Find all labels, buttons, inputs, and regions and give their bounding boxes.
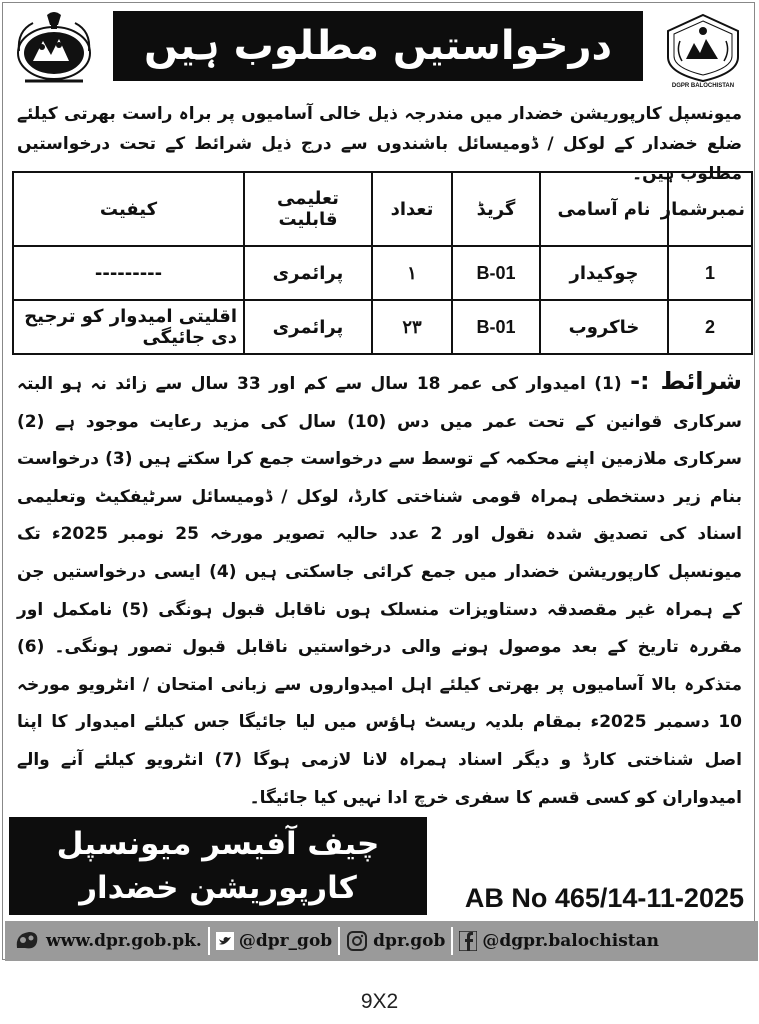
header-count: تعداد (372, 172, 452, 246)
dgpr-logo (660, 11, 746, 91)
table-row (13, 246, 752, 300)
globe-icon (13, 928, 41, 954)
row-education: پرائمری (244, 246, 372, 300)
signature-line-1: چیف آفیسر میونسپل (56, 826, 380, 862)
page-title: درخواستیں مطلوب ہیں (113, 11, 643, 81)
advertisement (2, 2, 755, 960)
conditions-heading: شرائط :- (630, 367, 743, 395)
instagram-handle[interactable]: dpr.gob (373, 931, 446, 951)
header-post-name: نام آسامی (540, 172, 668, 246)
row-education: پرائمری (244, 300, 372, 354)
conditions-paragraph (17, 363, 742, 817)
footer-twitter[interactable] (216, 921, 332, 961)
table-row (13, 300, 752, 354)
row-post-name: چوکیدار (540, 246, 668, 300)
row-post-name: خاکروب (540, 300, 668, 354)
row-remark: --------- (13, 246, 244, 300)
header-remarks: کیفیت (13, 172, 244, 246)
header-grade: گریڈ (452, 172, 540, 246)
signature-block (9, 817, 427, 915)
twitter-handle[interactable]: @dpr_gob (238, 931, 333, 951)
ad-size-label: 9X2 (360, 990, 399, 1013)
footer-divider (208, 927, 210, 955)
footer-facebook[interactable] (459, 921, 659, 961)
header-education: تعلیمی قابلیت (244, 172, 372, 246)
row-grade: B-01 (452, 300, 540, 354)
footer-instagram[interactable] (346, 921, 445, 961)
signature-line-2: کارپوریشن خضدار (79, 870, 357, 906)
conditions-text: (1) امیدوار کی عمر 18 سال سے کم اور 33 سال سے زائد نہ ہو البتہ سرکاری قوانین کے تحت عمر میں دس (10) سال کی مزید رعایت موجود ہے (2) سرکاری ملازمین اپنے محکمہ کے توسط سے درخواست جمع کرا سکتے ہیں (3) درخواست بنام زیر دستخطی ہمراہ قومی شناختی کارڈ، لوکل / ڈومیسائل سرٹیفکیٹ وتعلیمی اسناد کی تصدیق شدہ نقول اور 2 عدد حالیہ تصویر مورخہ 25 نومبر 2025ء تک میونسپل کارپوریشن خضدار میں جمع کرائی جاسکتی ہیں (4) ایسی درخواستیں جن کے ہمراہ غیر مقصدقہ دستاویزات منسلک ہوں ناقابل قبول ہونگی (5) نامکمل اور مقررہ تاریخ کے بعد موصول ہونے والی درخواستیں ناقابل قبول تصور ہونگی۔ (6) متذکرہ بالا آسامیوں پر بھرتی کیلئے اہل امیدواروں سے زبانی امتحان / انٹرویو مورخہ 10 دسمبر 2025ء بمقام بلدیہ ریسٹ ہاؤس میں لیا جائیگا جس کیلئے امیدوار کا اپنا اصل شناختی کارڈ و دیگر اسناد ہمراہ لانا لازمی ہوگا (7) انٹرویو کیلئے آنے والے امیدواران کو کسی قسم کا سفری خرچ ادا نہیں کیا جائیگا۔ (17, 374, 743, 808)
row-count: ۲۳ (372, 300, 452, 354)
row-grade: B-01 (452, 246, 540, 300)
posts-table (12, 171, 753, 355)
footer-strip (5, 921, 758, 961)
row-serial: 2 (668, 300, 752, 354)
dgpr-logo-caption: DGPR BALOCHISTAN (671, 83, 735, 89)
municipal-logo (11, 11, 97, 91)
row-count: ۱ (372, 246, 452, 300)
twitter-icon (216, 932, 234, 950)
facebook-icon (459, 931, 477, 951)
table-header-row (13, 172, 752, 246)
ab-number: AB No 465/14-11-2025 (464, 883, 744, 913)
footer-divider (338, 927, 340, 955)
row-serial: 1 (668, 246, 752, 300)
intro-paragraph: میونسپل کارپوریشن خضدار میں مندرجہ ذیل خالی آسامیوں پر براہ راست بھرتی کیلئے ضلع خضدار کے لوکل / ڈومیسائل باشندوں سے درج ذیل شرائط کے تحت درخواستیں مطلوب ہیں۔ (17, 104, 742, 184)
header-serial: نمبرشمار (668, 172, 752, 246)
facebook-handle[interactable]: @dgpr.balochistan (482, 931, 660, 951)
footer-divider (451, 927, 453, 955)
website-link[interactable]: www.dpr.gob.pk. (46, 931, 202, 951)
row-remark: اقلیتی امیدوار کو ترجیح دی جائیگی (13, 300, 244, 354)
instagram-icon (346, 930, 368, 952)
footer-website[interactable] (5, 921, 202, 961)
